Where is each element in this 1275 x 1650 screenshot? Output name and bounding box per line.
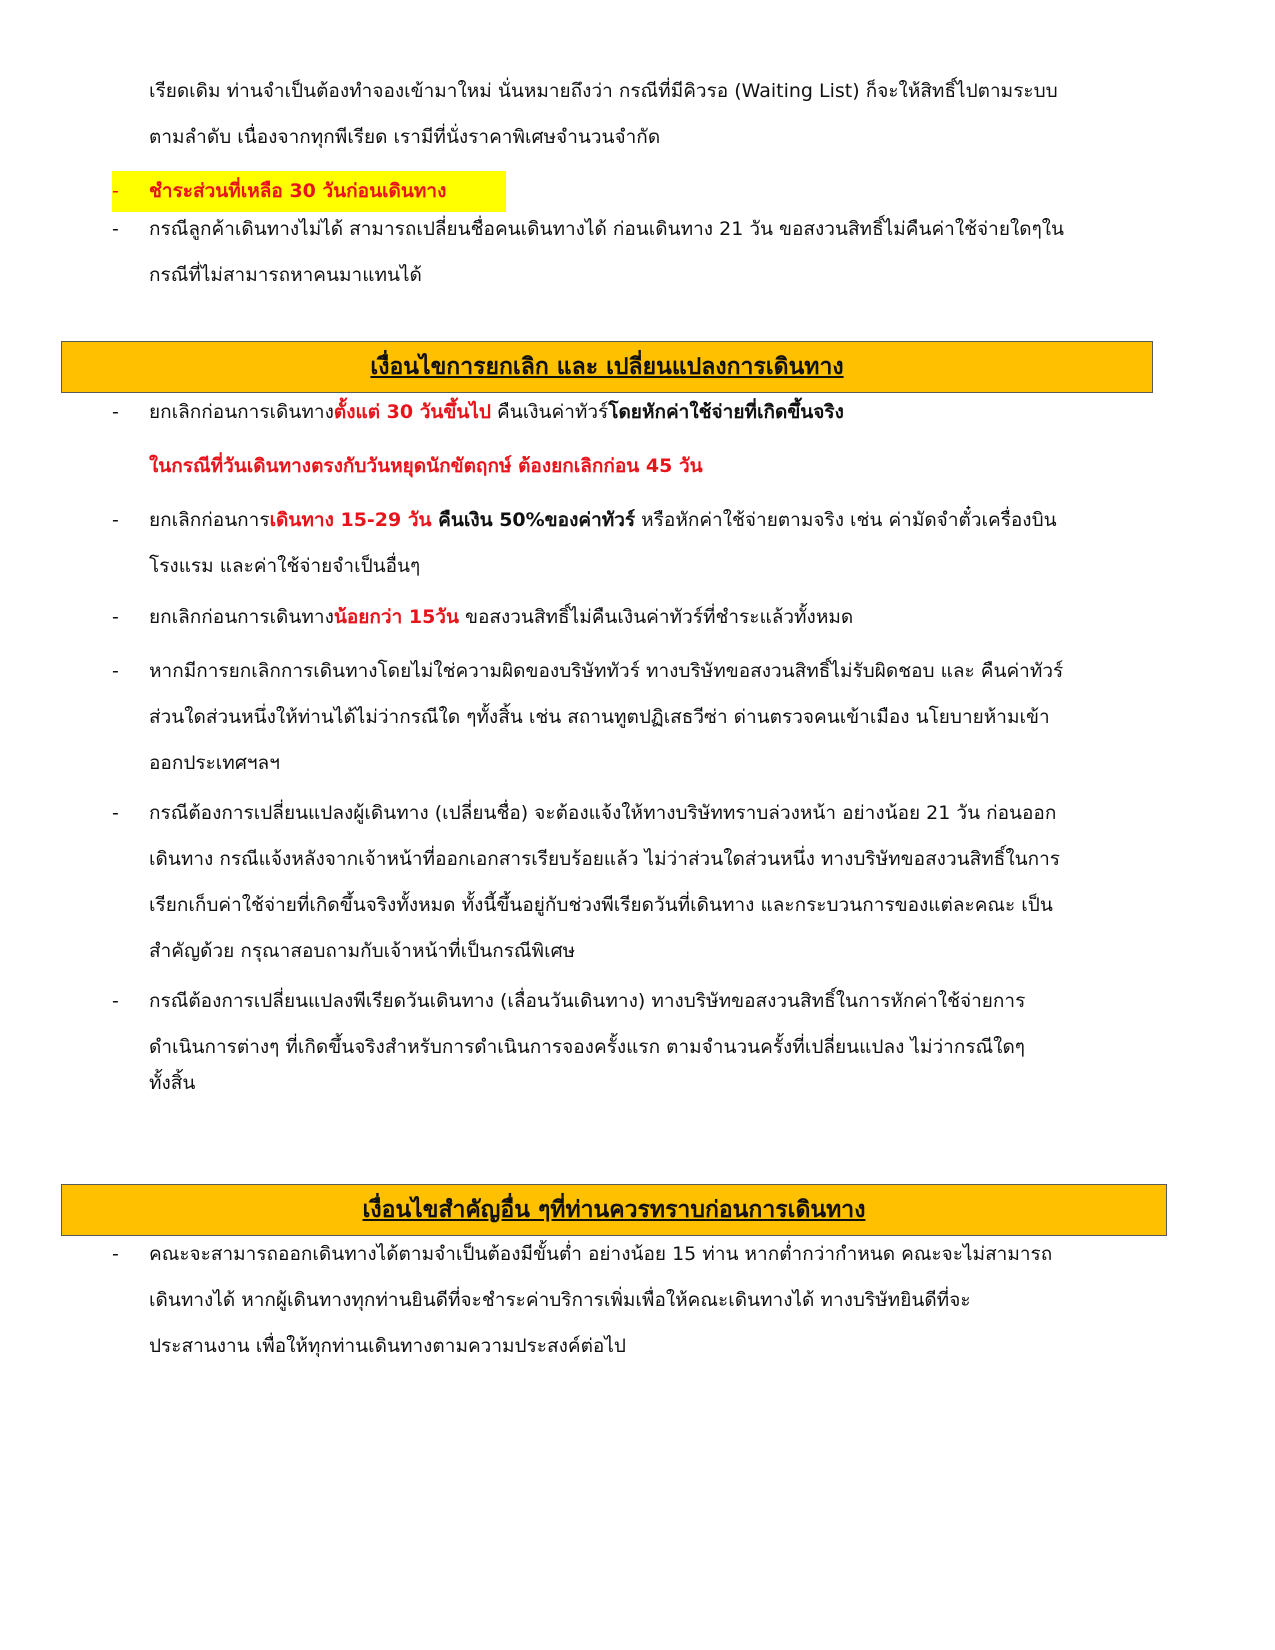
cancel-15-29-days-line	[149, 505, 1204, 536]
section-title: เงื่อนไขการยกเลิก และ เปลี่ยนแปลงการเดินทาง	[370, 354, 844, 380]
change-traveler-line-1: กรณีต้องการเปลี่ยนแปลงผู้เดินทาง (เปลี่ยนชื่อ) จะต้องแจ้งให้ทางบริษัททราบล่วงหน้า อย่างน้อย 21 วัน ก่อนออก	[149, 802, 1057, 824]
text-bold: คืนเงิน 50%ของค่าทัวร์	[431, 509, 636, 531]
text-bold: โดยหักค่าใช้จ่ายที่เกิดขึ้นจริง	[608, 401, 844, 423]
text-normal: ขอสงวนสิทธิ์ไม่คืนเงินค่าทัวร์ที่ชำระแล้วทั้งหมด	[458, 606, 854, 628]
intro-line-1: เรียดเดิม ท่านจำเป็นต้องทำจองเข้ามาใหม่ นั่นหมายถึงว่า กรณีที่มีคิวรอ (Waiting List) ก็จะให้สิทธิ์ไปตามระบบ	[149, 80, 1058, 102]
change-period-line-1: กรณีต้องการเปลี่ยนแปลงพีเรียดวันเดินทาง (เลื่อนวันเดินทาง) ทางบริษัทขอสงวนสิทธิ์ในการหักค่าใช้จ่ายการ	[149, 990, 1026, 1012]
bullet-dash: -	[112, 509, 119, 531]
text-normal: หรือหักค่าใช้จ่ายตามจริง เช่น ค่ามัดจำตั๋วเครื่องบิน	[635, 509, 1057, 531]
change-name-line-2: กรณีที่ไม่สามารถหาคนมาแทนได้	[149, 264, 422, 286]
min-group-line-1: คณะจะสามารถออกเดินทางได้ตามจำเป็นต้องมีขั้นต่ำ อย่างน้อย 15 ท่าน หากต่ำกว่ากำหนด คณะจะไม่สามารถ	[149, 1243, 1053, 1265]
holiday-note: ในกรณีที่วันเดินทางตรงกับวันหยุดนักขัตฤกษ์ ต้องยกเลิกก่อน 45 วัน	[149, 455, 703, 477]
section-header-cancellation	[61, 341, 1153, 393]
text-normal: คืนเงินค่าทัวร์	[490, 401, 609, 423]
bullet-dash: -	[112, 660, 119, 682]
change-traveler-line-2: เดินทาง กรณีแจ้งหลังจากเจ้าหน้าที่ออกเอกสารเรียบร้อยแล้ว ไม่ว่าส่วนใดส่วนหนึ่ง ทางบริษัทขอสงวนสิทธิ์ในการ	[149, 848, 1060, 870]
cancel-under-15-days-line	[149, 602, 1204, 633]
bullet-dash: -	[112, 401, 119, 423]
change-period-line-2: ดำเนินการต่างๆ ที่เกิดขึ้นจริงสำหรับการดำเนินการจองครั้งแรก ตามจำนวนครั้งที่เปลี่ยนแปลง ไม่ว่ากรณีใดๆ	[149, 1036, 1025, 1058]
min-group-line-2: เดินทางได้ หากผู้เดินทางทุกท่านยินดีที่จะชำระค่าบริการเพิ่มเพื่อให้คณะเดินทางได้ ทางบริษัทยินดีที่จะ	[149, 1289, 971, 1311]
cancel-15-29-days-line-2: โรงแรม และค่าใช้จ่ายจำเป็นอื่นๆ	[149, 555, 421, 577]
change-name-line-1: กรณีลูกค้าเดินทางไม่ได้ สามารถเปลี่ยนชื่อคนเดินทางได้ ก่อนเดินทาง 21 วัน ขอสงวนสิทธิ์ไม่คืนค่าใช้จ่ายใดๆใน	[149, 218, 1065, 240]
bullet-dash: -	[112, 1243, 119, 1265]
text-red-bold: น้อยกว่า 15วัน	[333, 606, 459, 628]
payment-deadline-text: ชำระส่วนที่เหลือ 30 วันก่อนเดินทาง	[149, 180, 447, 202]
bullet-dash: -	[112, 990, 119, 1012]
bullet-dash: -	[112, 606, 119, 628]
text-normal: ยกเลิกก่อนการ	[149, 509, 270, 531]
change-traveler-line-3: เรียกเก็บค่าใช้จ่ายที่เกิดขึ้นจริงทั้งหมด ทั้งนี้ขึ้นอยู่กับช่วงพีเรียดวันที่เดินทาง และกระบวนการของแต่ละคณะ เป็น	[149, 894, 1053, 916]
text-normal: ยกเลิกก่อนการเดินทาง	[149, 401, 334, 423]
text-red-bold: เดินทาง 15-29 วัน	[269, 509, 432, 531]
section-header-other-conditions	[61, 1184, 1167, 1236]
cancel-30-days-line	[149, 397, 1204, 428]
intro-line-2: ตามลำดับ เนื่องจากทุกพีเรียด เรามีที่นั่งราคาพิเศษจำนวนจำกัด	[149, 126, 661, 148]
bullet-dash: -	[112, 218, 119, 240]
text-red-bold: ตั้งแต่ 30 วันขึ้นไป	[333, 401, 491, 423]
non-company-fault-line-3: ออกประเทศฯลฯ	[149, 752, 280, 774]
bullet-dash: -	[112, 802, 119, 824]
non-company-fault-line-2: ส่วนใดส่วนหนึ่งให้ท่านได้ไม่ว่ากรณีใด ๆทั้งสิ้น เช่น สถานทูตปฏิเสธวีซ่า ด่านตรวจคนเข้าเมือง นโยบายห้ามเข้า	[149, 706, 1050, 728]
text-normal: ยกเลิกก่อนการเดินทาง	[149, 606, 334, 628]
non-company-fault-line-1: หากมีการยกเลิกการเดินทางโดยไม่ใช่ความผิดของบริษัททัวร์ ทางบริษัทขอสงวนสิทธิ์ไม่รับผิดชอบ และ คืนค่าทัวร์	[149, 660, 1064, 682]
section-title: เงื่อนไขสำคัญอื่น ๆที่ท่านควรทราบก่อนการเดินทาง	[362, 1197, 866, 1223]
change-traveler-line-4: สำคัญด้วย กรุณาสอบถามกับเจ้าหน้าที่เป็นกรณีพิเศษ	[149, 940, 576, 962]
bullet-dash: -	[112, 180, 119, 202]
min-group-line-3: ประสานงาน เพื่อให้ทุกท่านเดินทางตามความประสงค์ต่อไป	[149, 1335, 626, 1357]
change-period-line-3: ทั้งสิ้น	[149, 1072, 196, 1094]
